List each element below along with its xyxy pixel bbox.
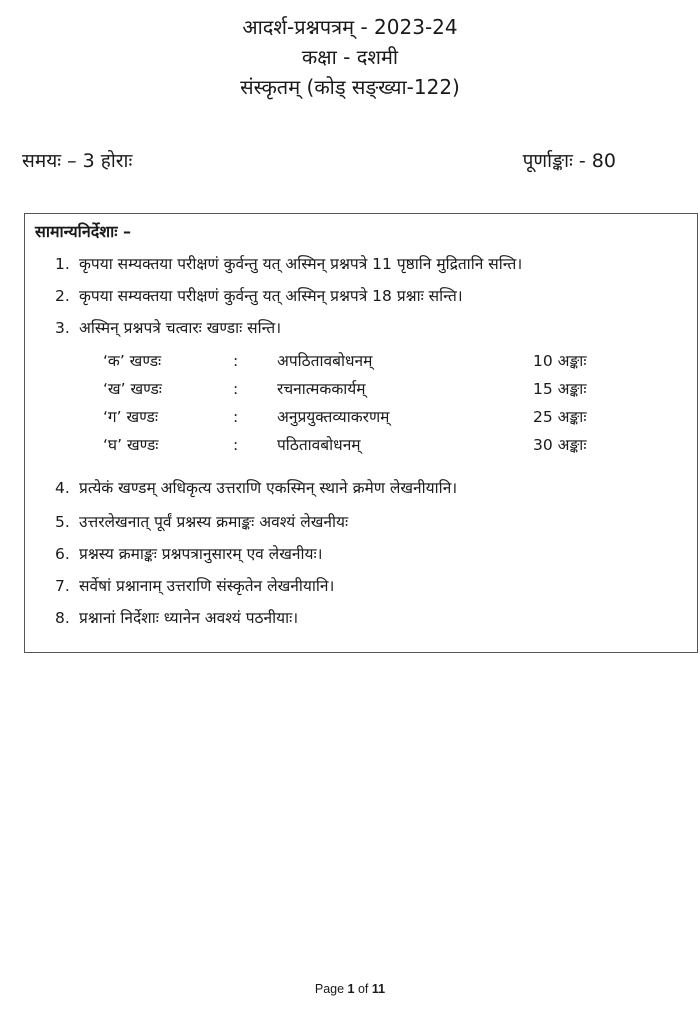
time-allowed: समयः – 3 होराः [22, 150, 133, 172]
section-marks: 25 अङ्काः [533, 408, 587, 426]
instruction-text: प्रत्येकं खण्डम् अधिकृत्य उत्तराणि एकस्मिन् स्थाने क्रमेण लेखनीयानि। [79, 479, 458, 497]
instruction-item [55, 574, 334, 598]
section-separator: : [233, 380, 239, 398]
section-separator: : [233, 436, 239, 454]
section-separator: : [233, 352, 239, 370]
page-current: 1 [347, 982, 355, 996]
section-separator: : [233, 408, 239, 426]
instructions-title: सामान्यनिर्देशाः – [35, 222, 132, 241]
section-marks: 30 अङ्काः [533, 436, 587, 454]
general-instructions-box [24, 213, 698, 653]
section-row [25, 376, 699, 402]
instruction-number: 6. [55, 545, 70, 563]
instruction-item [55, 542, 322, 566]
instruction-text: कृपया सम्यक्तया परीक्षणं कुर्वन्तु यत् अस्मिन् प्रश्नपत्रे 18 प्रश्नाः सन्ति। [79, 287, 463, 305]
instruction-number: 7. [55, 577, 70, 595]
instruction-item [55, 510, 348, 534]
paper-header [0, 12, 700, 102]
instruction-number: 8. [55, 609, 70, 627]
section-label: ‘ग’ खण्डः [103, 408, 158, 426]
section-label: ‘घ’ खण्डः [103, 436, 159, 454]
section-name: पठितावबोधनम् [277, 436, 361, 454]
instruction-text: कृपया सम्यक्तया परीक्षणं कुर्वन्तु यत् अस्मिन् प्रश्नपत्रे 11 पृष्ठानि मुद्रितानि सन्ति। [79, 255, 523, 273]
section-label: ‘ख’ खण्डः [103, 380, 162, 398]
instruction-text: अस्मिन् प्रश्नपत्रे चत्वारः खण्डाः सन्ति। [79, 319, 282, 337]
section-row [25, 348, 699, 374]
section-marks: 15 अङ्काः [533, 380, 587, 398]
paper-title: आदर्श-प्रश्नपत्रम् - 2023-24 [242, 15, 458, 39]
page-total: 11 [371, 982, 386, 996]
instruction-item [55, 476, 457, 500]
instruction-text: उत्तरलेखनात् पूर्वं प्रश्नस्य क्रमाङ्कः अवश्यं लेखनीयः [79, 513, 349, 531]
instruction-item [55, 252, 522, 276]
max-marks: पूर्णाङ्काः - 80 [522, 150, 616, 172]
subject-line: संस्कृतम् (कोड् सङ्ख्या-122) [240, 75, 460, 99]
section-name: अपठितावबोधनम् [277, 352, 373, 370]
instruction-item [55, 606, 298, 630]
section-name: अनुप्रयुक्तव्याकरणम् [277, 408, 390, 426]
instruction-text: प्रश्नानां निर्देशाः ध्यानेन अवश्यं पठनीयाः। [79, 609, 299, 627]
class-line: कक्षा - दशमी [301, 45, 399, 69]
instruction-number: 3. [55, 319, 70, 337]
instruction-text: सर्वेषां प्रश्नानाम् उत्तराणि संस्कृतेन लेखनीयानि। [79, 577, 335, 595]
section-marks: 10 अङ्काः [533, 352, 587, 370]
section-name: रचनात्मककार्यम् [277, 380, 366, 398]
instruction-item [55, 316, 281, 340]
section-label: ‘क’ खण्डः [103, 352, 162, 370]
instruction-item [55, 284, 463, 308]
instruction-number: 5. [55, 513, 70, 531]
page-word: Page [314, 982, 345, 996]
section-row [25, 432, 699, 458]
section-row [25, 404, 699, 430]
instruction-number: 4. [55, 479, 70, 497]
instruction-number: 1. [55, 255, 70, 273]
instruction-text: प्रश्नस्य क्रमाङ्कः प्रश्नपत्रानुसारम् एव लेखनीयः। [79, 545, 323, 563]
instruction-number: 2. [55, 287, 70, 305]
of-word: of [357, 982, 369, 996]
page-footer [0, 982, 700, 996]
